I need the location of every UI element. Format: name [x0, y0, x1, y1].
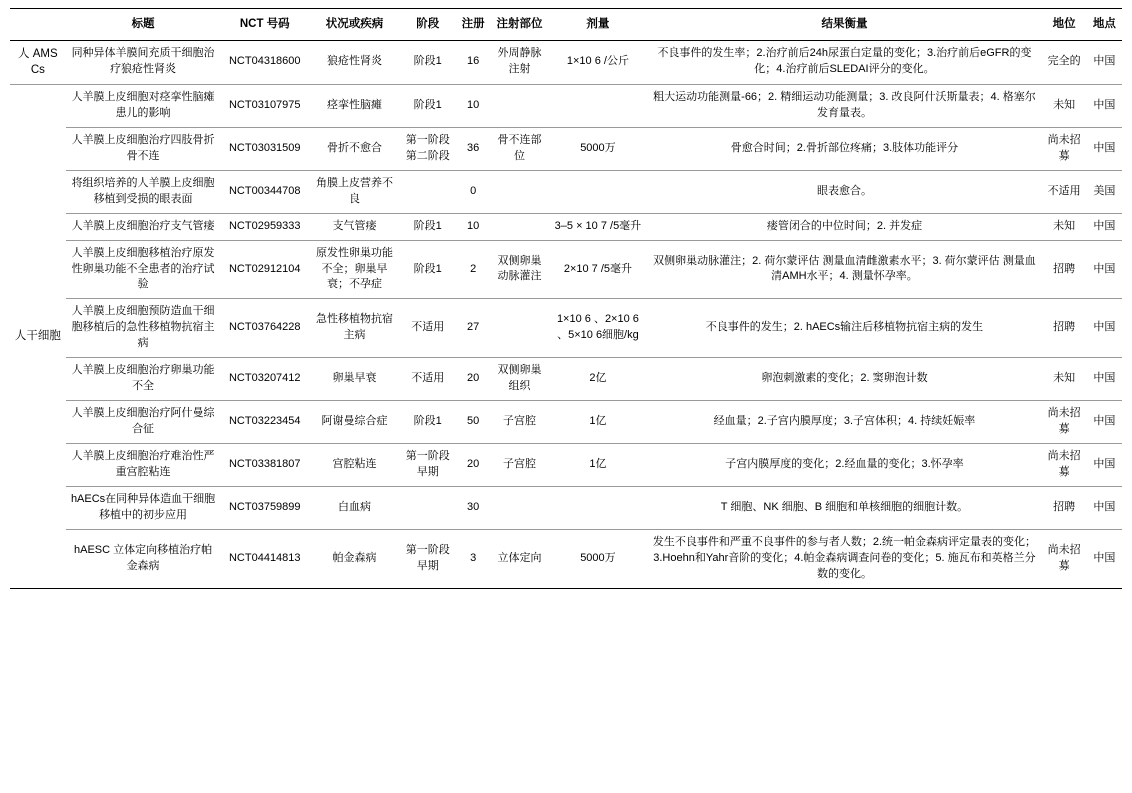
table-row [10, 85, 1122, 128]
cell-outcome: T 细胞、NK 细胞、B 细胞和单核细胞的细胞计数。 [720, 500, 969, 513]
cell-phase: 不适用 [411, 321, 445, 334]
table-row [10, 486, 1122, 529]
cell-status: 尚未招募 [1047, 407, 1081, 436]
cell-nct: NCT04414813 [228, 551, 301, 564]
cell-dose: 2×10 7 /5毫升 [563, 262, 633, 275]
table-header [10, 9, 1122, 41]
cell-condition: 狼疮性肾炎 [327, 55, 382, 68]
cell-phase: 阶段1 [413, 262, 442, 275]
column-header-group [10, 9, 66, 41]
cell-nct: NCT03759899 [228, 500, 301, 513]
cell-enrollment: 16 [467, 55, 480, 68]
cell-location: 中国 [1093, 55, 1116, 68]
cell-title: hAESC 立体定向移植治疗帕金森病 [73, 543, 213, 572]
group-label-amscs: 人 AMSCs [18, 47, 58, 77]
column-header-condition: 状况或疾病 [325, 18, 384, 30]
cell-outcome: 骨愈合时间；2.骨折部位疼痛；3.肢体功能评分 [730, 141, 959, 154]
cell-title: 人羊膜上皮细胞对痉挛性脑瘫患儿的影响 [71, 91, 215, 119]
cell-nct: NCT03764228 [228, 321, 301, 334]
table-row [10, 401, 1122, 444]
cell-injection-site [491, 486, 549, 529]
cell-enrollment: 0 [470, 184, 477, 197]
cell-dose: 5000万 [580, 551, 616, 564]
column-header-outcome: 结果衡量 [821, 18, 868, 30]
table-row [10, 240, 1122, 299]
cell-injection-site: 外周静脉注射 [497, 47, 542, 76]
cell-status: 未知 [1053, 372, 1076, 385]
cell-title: 将组织培养的人羊膜上皮细胞移植到受损的眼表面 [71, 176, 215, 205]
cell-location: 中国 [1093, 321, 1116, 334]
cell-phase: 第一阶段第二阶段 [405, 133, 450, 162]
table-row [10, 213, 1122, 240]
column-header-injection-site: 注射部位 [496, 18, 543, 30]
cell-enrollment: 10 [467, 98, 480, 111]
cell-status: 尚未招募 [1047, 133, 1081, 162]
cell-phase [400, 486, 456, 529]
cell-location: 中国 [1093, 98, 1116, 111]
cell-title: 人羊膜上皮细胞治疗支气管瘘 [71, 219, 215, 232]
cell-condition: 帕金森病 [332, 551, 377, 564]
cell-phase: 第一阶段早期 [405, 543, 450, 572]
cell-injection-site [491, 170, 549, 213]
cell-enrollment: 3 [470, 551, 477, 564]
cell-condition: 白血病 [338, 500, 371, 513]
cell-outcome: 不良事件的发生；2. hAECs输注后移植物抗宿主病的发生 [705, 321, 984, 334]
cell-location: 中国 [1093, 415, 1116, 428]
cell-nct: NCT03381807 [228, 457, 301, 470]
cell-location: 中国 [1093, 219, 1116, 232]
cell-enrollment: 20 [467, 372, 480, 385]
cell-location: 中国 [1093, 551, 1116, 564]
cell-condition: 角膜上皮营养不良 [316, 176, 393, 205]
cell-condition: 阿谢曼综合症 [321, 415, 388, 428]
cell-dose: 3–5 × 10 7 /5毫升 [554, 219, 642, 232]
cell-dose: 1×10 6 /公斤 [566, 55, 629, 68]
cell-nct: NCT02959333 [228, 219, 301, 232]
table-row [10, 299, 1122, 358]
cell-condition: 原发性卵巢功能不全；卵巢早衰；不孕症 [316, 246, 393, 291]
cell-title: 人羊膜上皮细胞预防造血干细胞移植后的急性移植物抗宿主病 [71, 305, 215, 350]
cell-condition: 卵巢早衰 [332, 372, 377, 385]
cell-phase: 阶段1 [413, 55, 442, 68]
cell-injection-site: 子宫腔 [503, 415, 537, 428]
cell-location: 中国 [1093, 141, 1116, 154]
cell-dose [548, 170, 647, 213]
cell-phase: 不适用 [411, 372, 445, 385]
cell-nct: NCT03031509 [228, 141, 301, 154]
cell-status: 招聘 [1053, 500, 1076, 513]
cell-phase [400, 170, 456, 213]
table-body [10, 40, 1122, 588]
cell-dose: 1亿 [589, 415, 607, 428]
cell-status: 未知 [1053, 98, 1076, 111]
cell-condition: 骨折不愈合 [327, 141, 382, 154]
cell-nct: NCT03207412 [228, 372, 301, 385]
cell-outcome: 经血量；2.子宫内膜厚度；3.子宫体积；4. 持续妊娠率 [713, 415, 976, 428]
cell-outcome: 双侧卵巢动脉灌注；2. 荷尔蒙评估 测量血清雌激素水平；3. 荷尔蒙评估 测量血清AMH水平；4. 测量怀孕率。 [653, 254, 1036, 283]
cell-enrollment: 27 [467, 321, 480, 334]
header-row [10, 9, 1122, 41]
cell-outcome: 发生不良事件和严重不良事件的参与者人数；2.统一帕金森病评定量表的变化；3.Hoehn和Yahr音阶的变化；4.帕金森病调查问卷的变化；5. 施瓦布和英格兰分数的变化。 [652, 535, 1037, 580]
cell-injection-site: 子宫腔 [503, 457, 537, 470]
cell-condition: 支气管瘘 [332, 219, 377, 232]
cell-enrollment: 2 [470, 262, 477, 275]
cell-outcome: 卵泡刺激素的变化；2. 窦卵泡计数 [761, 372, 928, 385]
cell-status: 招聘 [1053, 262, 1076, 275]
table-row [10, 358, 1122, 401]
cell-location: 中国 [1093, 262, 1116, 275]
column-header-title: 标题 [131, 18, 155, 30]
cell-title: 人羊膜上皮细胞移植治疗原发性卵巢功能不全患者的治疗试验 [71, 246, 215, 291]
column-header-nct: NCT 号码 [239, 18, 290, 30]
cell-injection-site: 立体定向 [497, 551, 542, 564]
cell-dose: 5000万 [580, 141, 616, 154]
cell-location: 中国 [1093, 457, 1116, 470]
cell-phase: 阶段1 [413, 219, 442, 232]
cell-dose: 1亿 [589, 457, 607, 470]
cell-status: 完全的 [1047, 55, 1081, 68]
cell-phase: 第一阶段早期 [405, 449, 450, 478]
cell-status: 尚未招募 [1047, 449, 1081, 478]
cell-injection-site [491, 213, 549, 240]
cell-nct: NCT03107975 [228, 98, 301, 111]
cell-outcome: 粗大运动功能测量-66；2. 精细运动功能测量；3. 改良阿什沃斯量表；4. 格塞尔发育量表。 [653, 91, 1036, 119]
table-row [10, 529, 1122, 588]
cell-condition: 急性移植物抗宿主病 [316, 313, 393, 342]
cell-title: hAECs在同种异体造血干细胞移植中的初步应用 [70, 492, 216, 521]
cell-nct: NCT00344708 [228, 184, 301, 197]
cell-nct: NCT04318600 [228, 55, 301, 68]
cell-status: 尚未招募 [1047, 543, 1081, 572]
clinical-trials-table [10, 8, 1122, 589]
table-row [10, 40, 1122, 84]
cell-nct: NCT03223454 [228, 415, 301, 428]
table-row [10, 443, 1122, 486]
column-header-dose: 剂量 [586, 18, 610, 30]
cell-status: 未知 [1053, 219, 1076, 232]
cell-condition: 痉挛性脑瘫 [327, 98, 382, 111]
cell-phase: 阶段1 [413, 415, 442, 428]
cell-nct: NCT02912104 [228, 262, 301, 275]
cell-dose [548, 85, 647, 128]
cell-location: 中国 [1093, 372, 1116, 385]
cell-injection-site: 骨不连部位 [497, 133, 542, 162]
column-header-location: 地点 [1092, 18, 1116, 30]
column-header-status: 地位 [1052, 18, 1076, 30]
cell-outcome: 子宫内膜厚度的变化；2.经血量的变化；3.怀孕率 [725, 457, 964, 470]
cell-title: 人羊膜上皮细胞治疗阿什曼综合征 [71, 407, 215, 436]
cell-dose [548, 486, 647, 529]
cell-enrollment: 10 [467, 219, 480, 232]
cell-injection-site: 双侧卵巢组织 [497, 364, 542, 393]
table-row [10, 170, 1122, 213]
group-label-stem-cells: 人干细胞 [14, 329, 61, 342]
cell-outcome: 不良事件的发生率；2.治疗前后24h尿蛋白定量的变化；3.治疗前后eGFR的变化；4.治疗前后SLEDAI评分的变化。 [657, 47, 1032, 76]
cell-phase: 阶段1 [413, 98, 442, 111]
column-header-enrollment: 注册 [461, 18, 485, 30]
cell-location: 中国 [1093, 500, 1116, 513]
cell-title: 同种异体羊膜间充质干细胞治疗狼疮性肾炎 [71, 47, 215, 76]
cell-title: 人羊膜上皮细胞治疗难治性严重宫腔粘连 [71, 449, 215, 478]
cell-injection-site [491, 299, 549, 358]
cell-enrollment: 36 [467, 141, 480, 154]
column-header-phase: 阶段 [416, 18, 440, 30]
cell-injection-site: 双侧卵巢动脉灌注 [497, 254, 542, 283]
cell-outcome: 瘘管闭合的中位时间；2. 并发症 [766, 219, 923, 232]
cell-status: 招聘 [1053, 321, 1076, 334]
cell-title: 人羊膜上皮细胞治疗卵巢功能不全 [71, 364, 215, 393]
cell-outcome: 眼表愈合。 [816, 184, 872, 197]
cell-injection-site [491, 85, 549, 128]
cell-title: 人羊膜上皮细胞治疗四肢骨折骨不连 [71, 133, 215, 162]
cell-enrollment: 30 [467, 500, 480, 513]
cell-location: 美国 [1093, 184, 1116, 197]
cell-enrollment: 50 [467, 415, 480, 428]
cell-dose: 1×10 6 、2×10 6 、5×10 6细胞/kg [556, 313, 639, 342]
cell-status: 不适用 [1047, 184, 1081, 197]
cell-dose: 2亿 [589, 372, 607, 385]
cell-condition: 宫腔粘连 [332, 457, 377, 470]
cell-enrollment: 20 [467, 457, 480, 470]
table-row [10, 127, 1122, 170]
